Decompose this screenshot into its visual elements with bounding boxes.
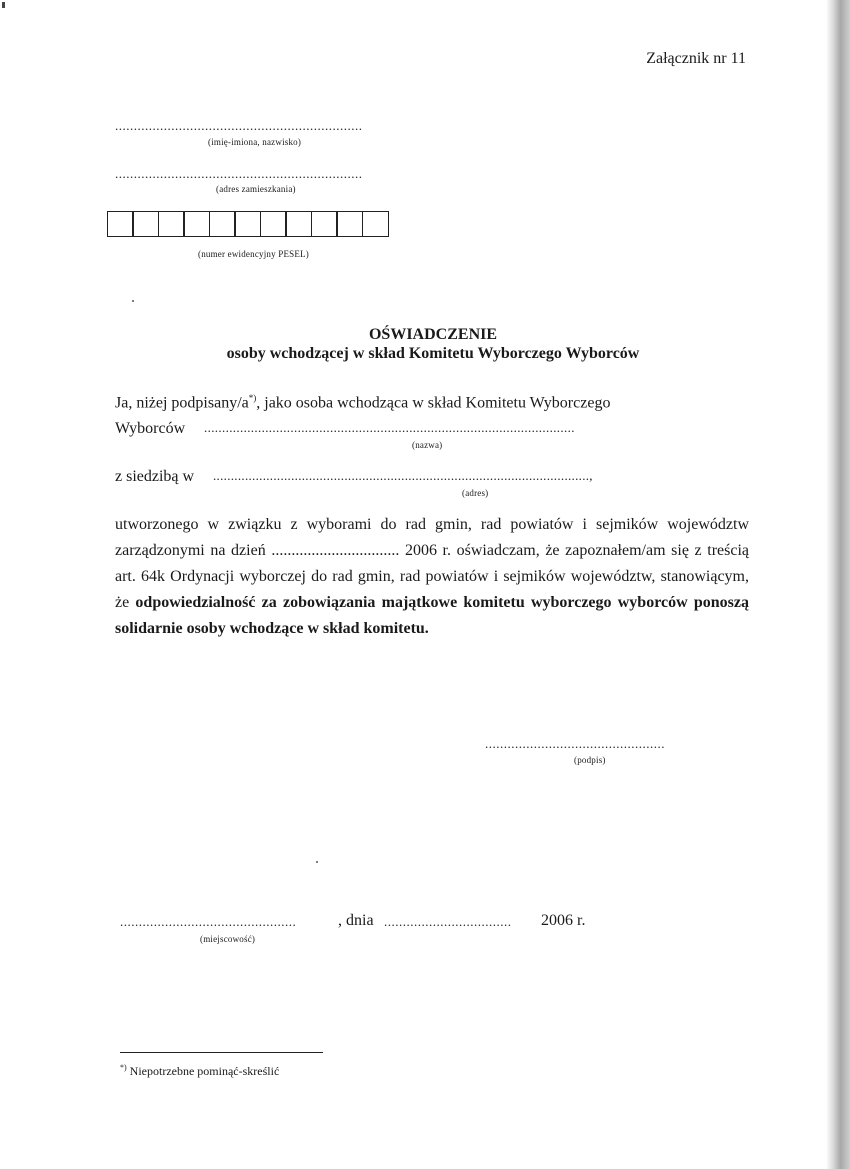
name-field-caption: (imię-imiona, nazwisko) (208, 137, 302, 147)
statement-line-1-start: Ja, niżej podpisany/a*), jako osoba wchodząca w skład Komitetu Wyborczego (115, 393, 611, 412)
pesel-boxes (108, 211, 389, 237)
pesel-caption: (numer ewidencyjny PESEL) (198, 249, 309, 259)
footnote-divider (120, 1052, 323, 1053)
pesel-digit-box (107, 211, 134, 237)
statement-paragraph (115, 512, 749, 642)
statement-paragraph-text: utworzonego w związku z wyborami do rad gmin, rad powiatów i sejmików województw zarządzonymi na dzień ................................ 2006 r. oświadczam, że zapoznałem/am się z treścią art. 64k Ordynacji wyborczej do rad gmin, rad powiatów i sejmików województw, stanowiącym, że (115, 516, 749, 611)
document-subtitle: osoby wchodzącej w skład Komitetu Wyborczego Wyborców (226, 345, 640, 362)
pesel-digit-box (234, 211, 261, 237)
address-field-dots: .................................................................. (115, 166, 363, 181)
committee-name-label: Wyborców (115, 420, 186, 437)
pesel-digit-box (158, 211, 185, 237)
pesel-digit-box (362, 211, 389, 237)
footnote: *) Niepotrzebne pominąć-skreślić (120, 1063, 280, 1078)
pesel-digit-box (285, 211, 312, 237)
committee-name-dots: ....................................................................................................... (204, 420, 575, 435)
pesel-digit-box (260, 211, 287, 237)
scan-speck (316, 861, 318, 863)
date-year: 2006 r. (541, 912, 586, 929)
pesel-digit-box (183, 211, 210, 237)
place-caption: (miejscowość) (200, 934, 256, 944)
pesel-digit-box (311, 211, 338, 237)
scan-speck (132, 300, 134, 302)
seat-dots: .........................................................................................................., (213, 468, 593, 483)
document-title: OŚWIADCZENIE (368, 326, 498, 343)
signature-dots: ................................................ (485, 736, 665, 751)
seat-label: z siedzibą w (115, 468, 195, 485)
name-field-dots: .................................................................. (115, 118, 363, 133)
date-label: , dnia (338, 912, 374, 929)
pesel-digit-box (132, 211, 159, 237)
liability-clause: odpowiedzialność za zobowiązania majątkowe komitetu wyborczego wyborców ponoszą solidarnie osoby wchodzące w skład komitetu. (115, 594, 749, 637)
pesel-digit-box (336, 211, 363, 237)
committee-name-caption: (nazwa) (412, 440, 443, 450)
place-dots: ............................................... (120, 914, 297, 929)
date-dots: .................................. (384, 914, 512, 929)
signature-caption: (podpis) (574, 755, 606, 765)
seat-caption: (adres) (462, 488, 489, 498)
statement-line-1 (115, 393, 749, 412)
address-field-caption: (adres zamieszkania) (216, 184, 296, 194)
attachment-number: Załącznik nr 11 (646, 50, 746, 67)
page-edge-shadow (826, 0, 850, 1169)
pesel-digit-box (209, 211, 236, 237)
scan-corner-mark (2, 2, 5, 8)
